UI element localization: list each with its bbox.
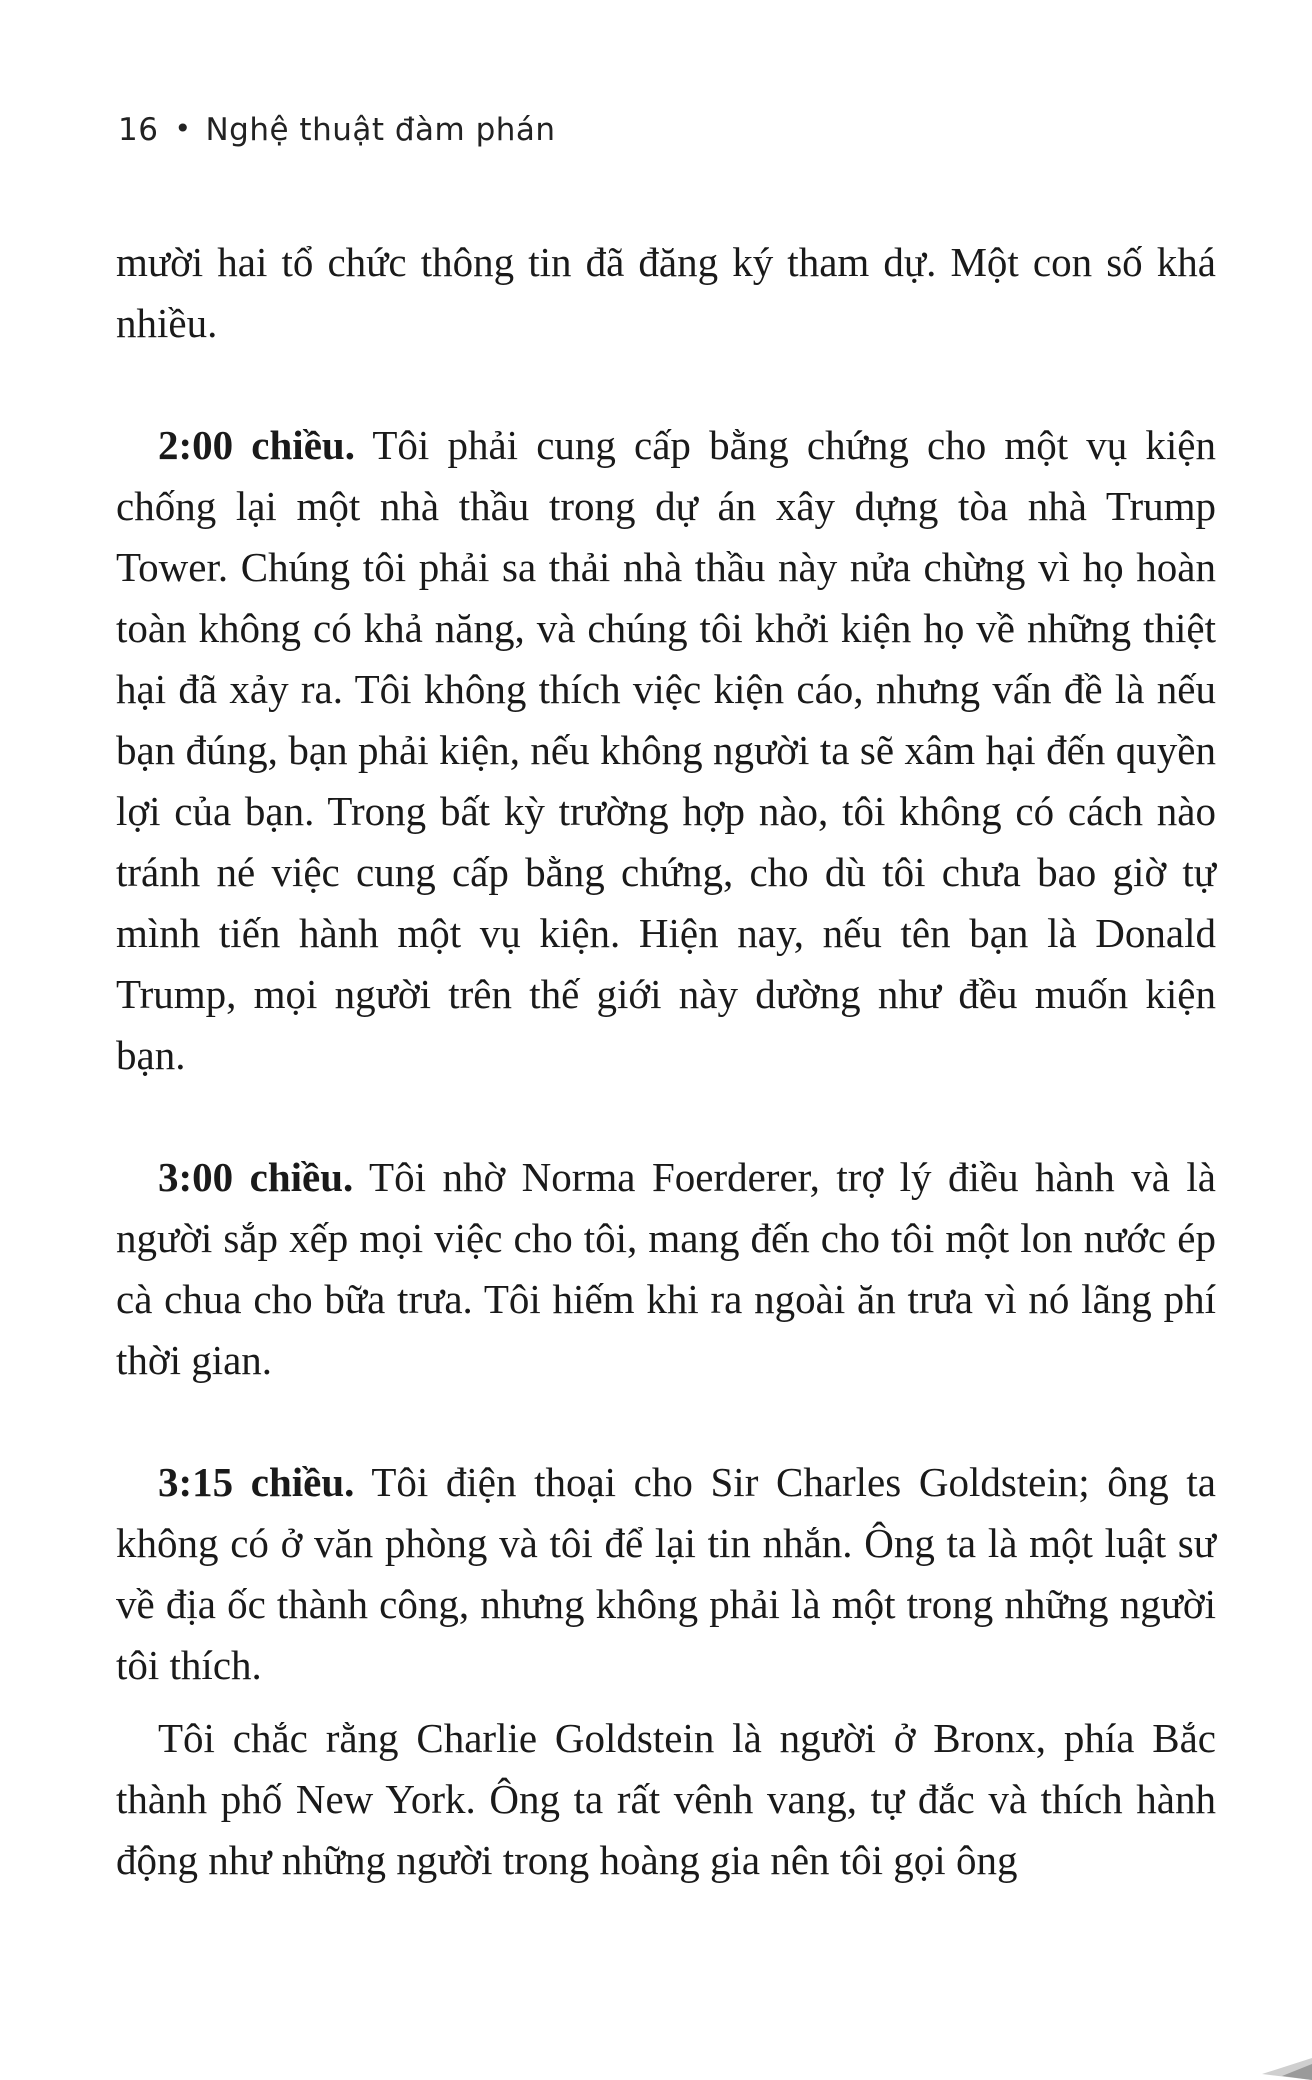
paragraph-goldstein [116, 1708, 1216, 1891]
paragraph-text: Tôi chắc rằng Charlie Goldstein là người ở Bronx, phía Bắc thành phố New York. Ông ta rất vênh vang, tự đắc và thích hành động như những người trong hoàng gia nên tôi gọi ông [116, 1715, 1216, 1883]
paragraph-315pm [116, 1452, 1216, 1696]
paragraph-2pm [116, 415, 1216, 1086]
paragraph-gap [116, 1086, 1216, 1147]
paragraph-gap [116, 354, 1216, 415]
paragraph-gap [116, 1696, 1216, 1708]
page-curl-shadow [1232, 2050, 1312, 2080]
page-number: 16 [118, 112, 159, 148]
paragraph-continued [116, 232, 1216, 354]
book-title: Nghệ thuật đàm phán [205, 112, 556, 148]
paragraph-3pm [116, 1147, 1216, 1391]
header-separator: • [174, 112, 192, 145]
paragraph-text: mười hai tổ chức thông tin đã đăng ký tham dự. Một con số khá nhiều. [116, 239, 1216, 346]
paragraph-gap [116, 1391, 1216, 1452]
paragraph-text: Tôi phải cung cấp bằng chứng cho một vụ kiện chống lại một nhà thầu trong dự án xây dựng tòa nhà Trump Tower. Chúng tôi phải sa thải nhà thầu này nửa chừng vì họ hoàn toàn không có khả năng, và chúng tôi khởi kiện họ về những thiệt hại đã xảy ra. Tôi không thích việc kiện cáo, nhưng vấn đề là nếu bạn đúng, bạn phải kiện, nếu không người ta sẽ xâm hại đến quyền lợi của bạn. Trong bất kỳ trường hợp nào, tôi không có cách nào tránh né việc cung cấp bằng chứng, cho dù tôi chưa bao giờ tự mình tiến hành một vụ kiện. Hiện nay, nếu tên bạn là Donald Trump, mọi người trên thế giới này dường như đều muốn kiện bạn. [116, 422, 1217, 1078]
paragraph-text: Tôi nhờ Norma Foerderer, trợ lý điều hành và là người sắp xếp mọi việc cho tôi, mang đến cho tôi một lon nước ép cà chua cho bữa trưa. Tôi hiếm khi ra ngoài ăn trưa vì nó lãng phí thời gian. [116, 1154, 1216, 1383]
time-label: 3:00 chiều. [158, 1154, 354, 1200]
body-text [116, 232, 1216, 1891]
time-label: 3:15 chiều. [158, 1459, 355, 1505]
paragraph-text: Tôi điện thoại cho Sir Charles Goldstein; ông ta không có ở văn phòng và tôi để lại tin nhắn. Ông ta là một luật sư về địa ốc thành công, nhưng không phải là một trong những người tôi thích. [116, 1459, 1216, 1688]
running-header [118, 112, 556, 148]
time-label: 2:00 chiều. [158, 422, 355, 468]
